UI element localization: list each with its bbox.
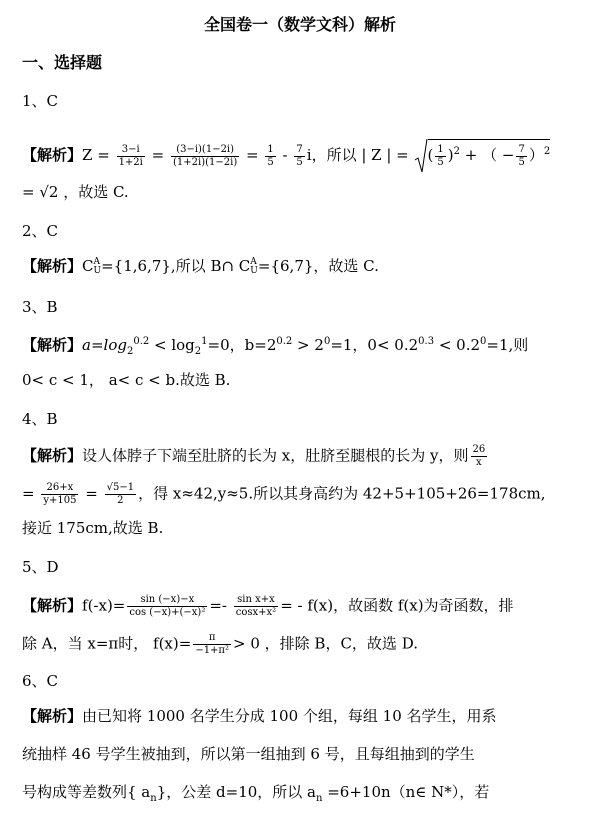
- solution-tag: 【解析】: [22, 596, 83, 615]
- question-6-solution-line-3: 号构成等差数列{ $a_n$}，公差 d=10，所以 $a_n$ =6+10n（n∈ N*），若: [22, 783, 490, 804]
- q1-fraction-1: $\frac{3-i}{1+2i}$: [118, 143, 143, 168]
- q1-fraction-4: $\frac{7}{5}$: [296, 143, 303, 168]
- question-5-solution-line-1: 【解析】f(-x)= $\frac{\sin (-x)-x}{\text{cos (−x)+(−x)²}}$ =- $\frac{\text{sin x+x}}{\text{cosx+x²}}$ = - f(x)，故函数 f(x)为奇函数，排: [22, 594, 514, 618]
- question-1-solution-line-2: = √2 ，故选 C.: [22, 183, 129, 201]
- question-4-solution-line-1: 【解析】设人体脖子下端至肚脐的长为 x，肚脐至腿根的长为 y，则 $\frac{26}{x}$: [22, 444, 486, 468]
- question-1-number: 1、C: [22, 92, 59, 110]
- question-6-number: 6、C: [22, 672, 59, 690]
- q1-text: Z =: [82, 146, 110, 164]
- question-2-solution: 【解析】C A U ={1,6,7},所以 B∩ C A U ={6,7}，故选 C.: [22, 257, 379, 276]
- q1-equals-2: =: [246, 146, 259, 164]
- question-3-solution-line-1: 【解析】$a=\log_2^{0.2} < \log_2^1=0$，$b=2^{0.2} > 2^0=1$，$0< 0.2^{0.3} < 0.2^0=1$,则: [22, 336, 529, 357]
- section-heading: 一、选择题: [22, 53, 103, 72]
- q5-fraction-2: $\frac{\text{sin x+x}}{\text{cosx+x²}}$: [235, 594, 277, 618]
- question-3-solution-line-2: 0< c < 1， a< c < b.故选 B.: [22, 371, 231, 389]
- question-1-solution-line-1: [22, 138, 550, 174]
- question-2-number: 2、C: [22, 222, 59, 240]
- q1-sqrt: ( $\frac{1}{5}$ )$^2$ + （ − $\frac{7}{5}$ ）$^2$: [414, 138, 551, 174]
- q5-fraction-1: $\frac{\sin (-x)-x}{\text{cos (−x)+(−x)²}}$: [129, 594, 206, 618]
- question-5-number: 5、D: [22, 558, 59, 576]
- question-4-solution-line-3: 接近 175cm,故选 B.: [22, 519, 164, 537]
- q4-fraction-3: $\frac{√5-1}{2}$: [106, 482, 135, 506]
- question-6-solution-line-2: 统抽样 46 号学生被抽到，所以第一组抽到 6 号，且每组抽到的学生: [22, 745, 475, 763]
- q4-fraction-2: $\frac{26+x}{y+105}$: [43, 482, 77, 506]
- page-title: 全国卷一（数学文科）解析: [203, 15, 396, 34]
- question-4-solution-line-2: = $\frac{26+x}{y+105}$ = $\frac{√5-1}{2}$ ，得 x≈42,y≈5.所以其身高约为 42+5+105+26=178cm,: [22, 482, 546, 506]
- q1-fraction-2: $\frac{(3-i)(1-2i)}{(1+2i)(1-2i)}$: [173, 143, 238, 168]
- solution-tag: 【解析】: [22, 707, 83, 725]
- question-3-number: 3、B: [22, 298, 58, 316]
- question-6-solution-line-1: 【解析】由已知将 1000 名学生分成 100 个组，每组 10 名学生，用系: [22, 707, 497, 725]
- question-5-solution-line-2: 除 A，当 x=π时， f(x)= $\frac{\pi}{\text{−1+π²}}$ > 0 ，排除 B，C，故选 D.: [22, 632, 418, 656]
- question-4-number: 4、B: [22, 410, 58, 428]
- q1-equals: =: [151, 146, 165, 164]
- q1-fraction-3: $\frac{1}{5}$: [267, 143, 274, 168]
- q4-fraction-1: $\frac{26}{x}$: [472, 444, 486, 468]
- q1-modulus-text: i，所以 | Z | =: [306, 146, 409, 164]
- solution-tag: 【解析】: [22, 146, 83, 164]
- q5-fraction-3: $\frac{\pi}{\text{−1+π²}}$: [195, 632, 230, 656]
- sqrt-sign-icon: [414, 138, 428, 174]
- solution-tag: 【解析】: [22, 257, 83, 275]
- solution-tag: 【解析】: [22, 336, 83, 354]
- solution-tag: 【解析】: [22, 446, 83, 465]
- q1-minus: -: [282, 146, 288, 164]
